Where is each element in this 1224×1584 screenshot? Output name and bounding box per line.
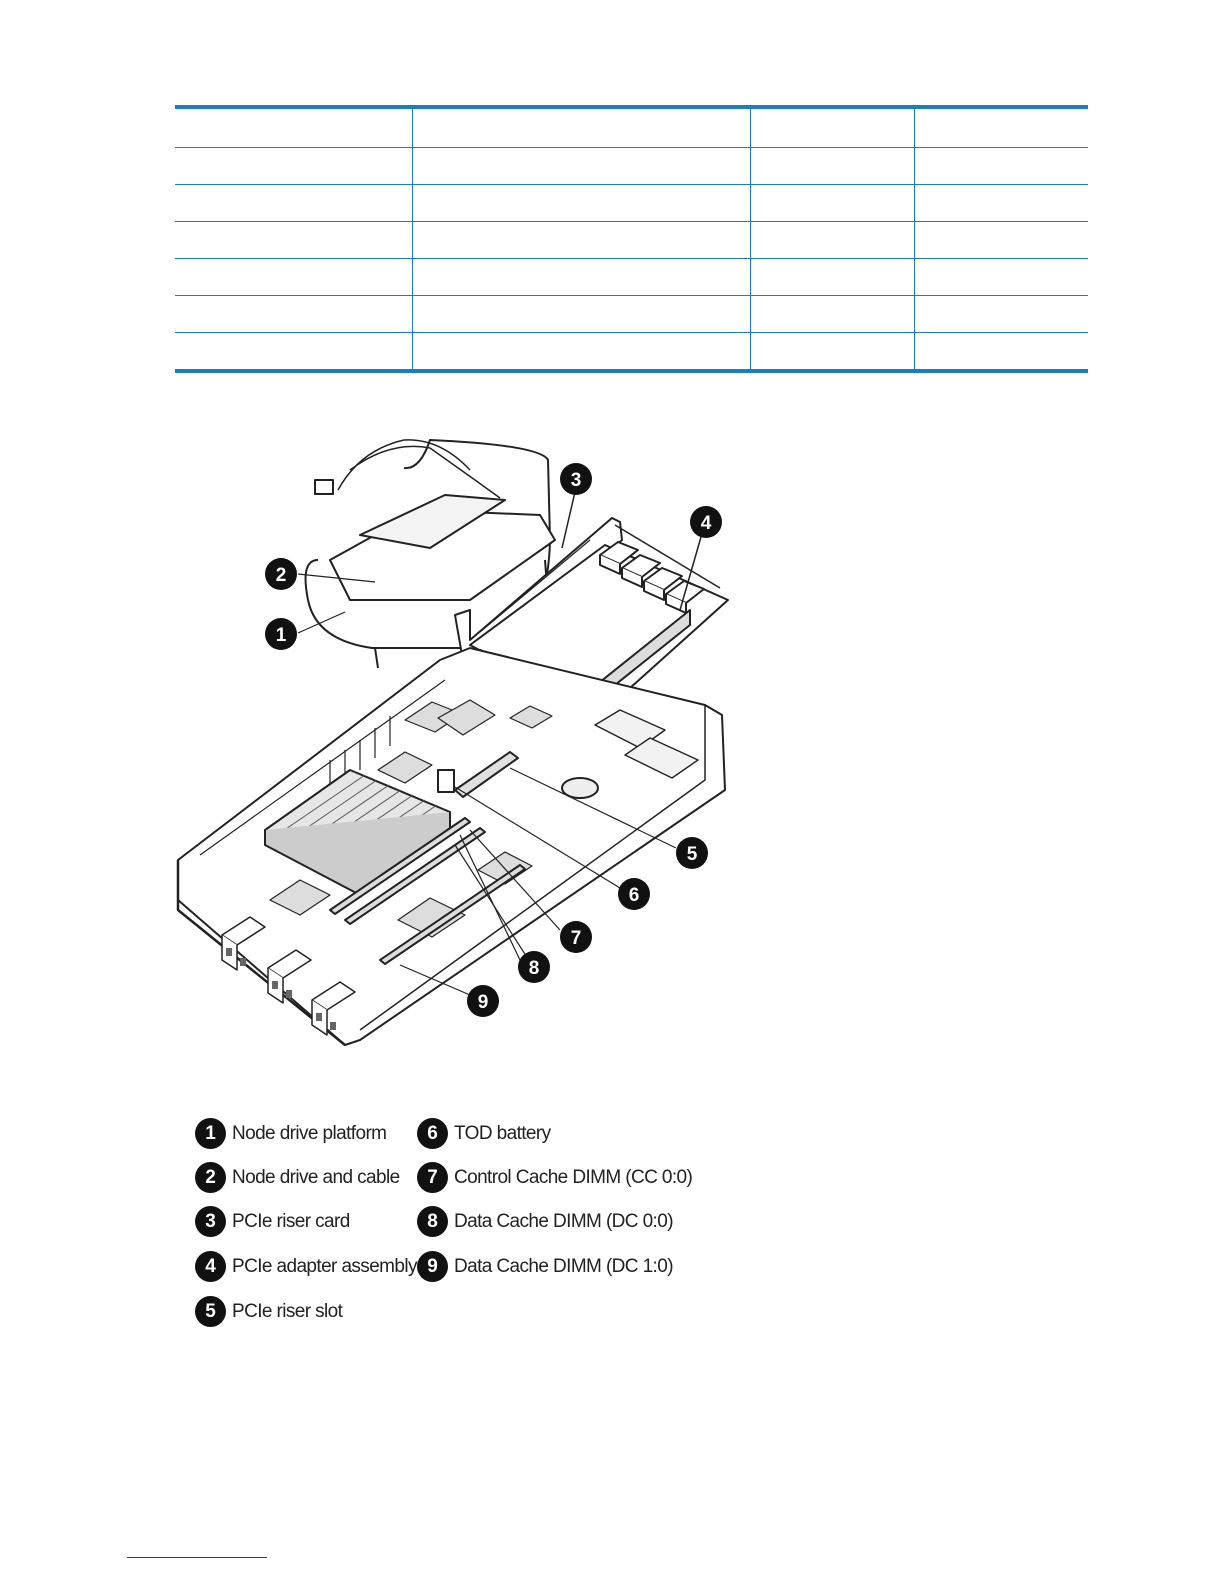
footer-link-rule: [127, 1557, 267, 1558]
svg-text:3: 3: [570, 470, 582, 491]
legend-item: [417, 1251, 673, 1282]
legend-number: 4: [195, 1251, 226, 1282]
svg-text:4: 4: [700, 513, 712, 534]
legend-label: Data Cache DIMM (DC 0:0): [454, 1210, 673, 1232]
table-row: [175, 222, 1088, 259]
legend-item: [195, 1206, 350, 1237]
callout-6: [618, 878, 650, 910]
legend-item: [417, 1162, 692, 1193]
legend-item: [417, 1206, 673, 1237]
table-row: [175, 296, 1088, 333]
legend-item: [417, 1118, 551, 1149]
node-chassis-drawing: [178, 648, 725, 1045]
svg-text:6: 6: [628, 885, 640, 906]
legend-item: [195, 1251, 417, 1282]
legend-item: [195, 1162, 400, 1193]
legend-label: Data Cache DIMM (DC 1:0): [454, 1255, 673, 1277]
table-header-row: [175, 107, 1088, 148]
table-row: [175, 185, 1088, 222]
svg-text:1: 1: [275, 625, 287, 646]
legend-number: 8: [417, 1206, 448, 1237]
legend-label: Control Cache DIMM (CC 0:0): [454, 1166, 693, 1188]
node-component-diagram: [170, 430, 740, 1060]
callout-8: [518, 951, 550, 983]
legend-number: 7: [417, 1162, 448, 1193]
legend-number: 6: [417, 1118, 448, 1149]
callout-5: [676, 837, 708, 869]
spec-table: [175, 105, 1088, 373]
legend-label: Node drive and cable: [232, 1166, 400, 1188]
table-row: [175, 148, 1088, 185]
legend-label: PCIe riser card: [232, 1210, 350, 1232]
svg-text:7: 7: [570, 928, 582, 949]
legend-label: Node drive platform: [232, 1122, 387, 1144]
legend-number: 9: [417, 1251, 448, 1282]
svg-text:2: 2: [275, 565, 287, 586]
callout-3: [560, 463, 592, 495]
callout-7: [560, 921, 592, 953]
legend-item: [195, 1296, 342, 1327]
legend-label: PCIe riser slot: [232, 1300, 343, 1322]
svg-text:9: 9: [477, 992, 489, 1013]
callout-4: [690, 506, 722, 538]
legend-item: [195, 1118, 386, 1149]
svg-text:8: 8: [528, 958, 540, 979]
callout-9: [467, 985, 499, 1017]
table-row: [175, 333, 1088, 372]
callout-2: [265, 558, 297, 590]
legend-label: TOD battery: [454, 1122, 551, 1144]
legend-number: 1: [195, 1118, 226, 1149]
legend-number: 2: [195, 1162, 226, 1193]
legend-label: PCIe adapter assembly: [232, 1255, 417, 1277]
table-row: [175, 259, 1088, 296]
legend-number: 3: [195, 1206, 226, 1237]
callout-1: [265, 618, 297, 650]
svg-text:5: 5: [686, 844, 698, 865]
legend-number: 5: [195, 1296, 226, 1327]
